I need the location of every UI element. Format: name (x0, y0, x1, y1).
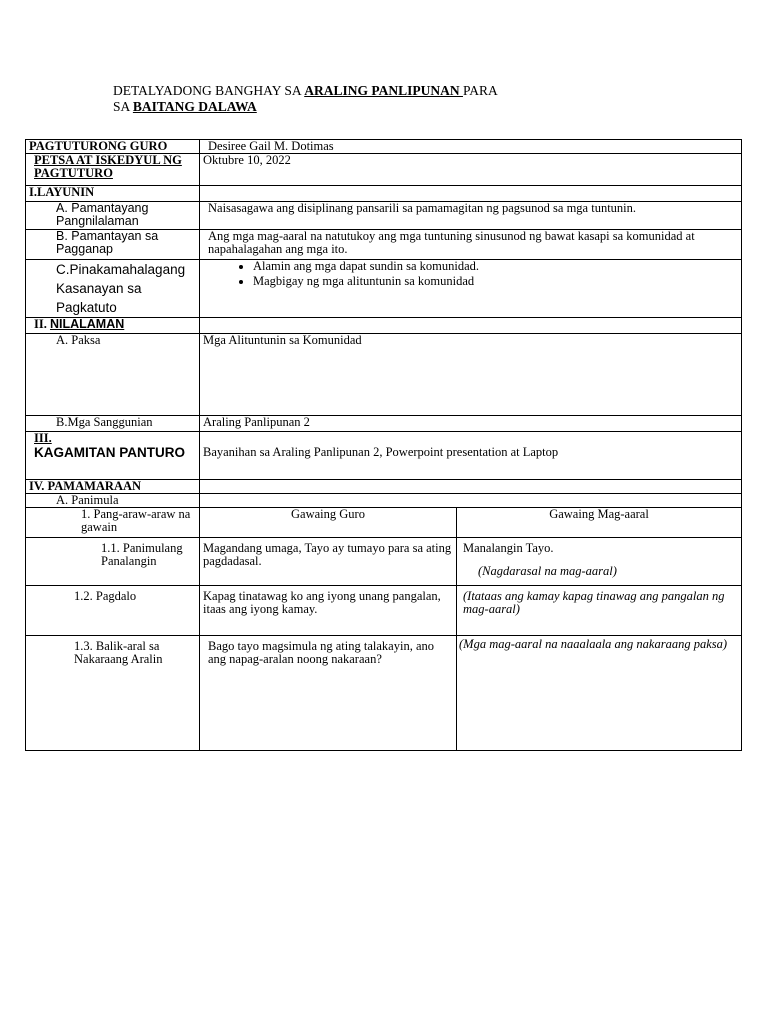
table-row (26, 494, 742, 508)
column-header-mag-aaral: Gawaing Mag-aaral (457, 508, 742, 538)
sanggunian-value: Araling Panlipunan 2 (200, 416, 742, 432)
empty-cell (200, 494, 742, 508)
r12-mag: (Itataas ang kamay kapag tinawag ang pangalan ng mag-aaral) (457, 586, 742, 636)
c-value (200, 260, 742, 318)
b-value: Ang mga mag-aaral na natutukoy ang mga tuntuning sinusunod ng bawat kasapi sa komunidad at napahalagahan ang mga ito. (200, 230, 742, 260)
table-row (26, 318, 742, 334)
title-line-2: SA BAITANG DALAWA (113, 99, 257, 114)
r11-label: 1.1. Panimulang Panalangin (26, 538, 200, 586)
list-item: • Magbigay ng mga alituntunin sa komunidad (253, 275, 738, 288)
petsa-value: Oktubre 10, 2022 (200, 154, 742, 186)
list-item: • Alamin ang mga dapat sundin sa komunidad. (253, 260, 738, 273)
table-row (26, 636, 742, 751)
r13-mag: (Mga mag-aaral na naaalaala ang nakaraang paksa) (457, 636, 742, 751)
kagamitan-value: Bayanihan sa Araling Panlipunan 2, Powerpoint presentation at Laptop (200, 432, 742, 480)
pamamaraan-label: IV. PAMAMARAAN (26, 480, 200, 494)
table-row (26, 140, 742, 154)
guro-label: PAGTUTURONG GURO (26, 140, 200, 154)
r13-label: 1.3. Balik-aral sa Nakaraang Aralin (26, 636, 200, 751)
sanggunian-label: B.Mga Sanggunian (26, 416, 200, 432)
table-row (26, 586, 742, 636)
paksa-value: Mga Alituntunin sa Komunidad (200, 334, 742, 416)
petsa-label: PETSA AT ISKEDYUL NG PAGTUTURO (26, 154, 200, 186)
a-label: A. Pamantayang Pangnilalaman (26, 202, 200, 230)
table-row (26, 202, 742, 230)
paksa-label: A. Paksa (26, 334, 200, 416)
table-row (26, 432, 742, 480)
table-row (26, 334, 742, 416)
table-row (26, 480, 742, 494)
table-row (26, 538, 742, 586)
nilalaman-label: II. NILALAMAN (26, 318, 200, 334)
table-row (26, 186, 742, 202)
title-line-1: DETALYADONG BANGHAY SA ARALING PANLIPUNAN PARA (113, 83, 498, 98)
r13-guro: Bago tayo magsimula ng ating talakayin, ano ang napag-aralan noong nakaraan? (200, 636, 457, 751)
layunin-label: I.LAYUNIN (26, 186, 200, 202)
table-row (26, 260, 742, 318)
r12-label: 1.2. Pagdalo (26, 586, 200, 636)
empty-cell (200, 480, 742, 494)
table-row (26, 508, 742, 538)
c-label: C.Pinakamahalagang Kasanayan sa Pagkatuto (26, 260, 200, 318)
r11-guro: Magandang umaga, Tayo ay tumayo para sa ating pagdadasal. (200, 538, 457, 586)
column-header-guro: Gawaing Guro (200, 508, 457, 538)
kagamitan-label: III. KAGAMITAN PANTURO (26, 432, 200, 480)
lesson-plan-table (25, 139, 742, 751)
table-row (26, 416, 742, 432)
r11-mag: Manalangin Tayo. (Nagdarasal na mag-aaral) (457, 538, 742, 586)
pang-araw-label: 1. Pang-araw-araw na gawain (26, 508, 200, 538)
panimula-label: A. Panimula (26, 494, 200, 508)
b-label: B. Pamantayan sa Pagganap (26, 230, 200, 260)
c-list (203, 260, 738, 288)
table-row (26, 154, 742, 186)
document-title (113, 83, 498, 115)
table-row (26, 230, 742, 260)
r12-guro: Kapag tinatawag ko ang iyong unang pangalan, itaas ang iyong kamay. (200, 586, 457, 636)
empty-cell (200, 318, 742, 334)
a-value: Naisasagawa ang disiplinang pansarili sa pamamagitan ng pagsunod sa mga tuntunin. (200, 202, 742, 230)
empty-cell (200, 186, 742, 202)
guro-value: Desiree Gail M. Dotimas (200, 140, 742, 154)
